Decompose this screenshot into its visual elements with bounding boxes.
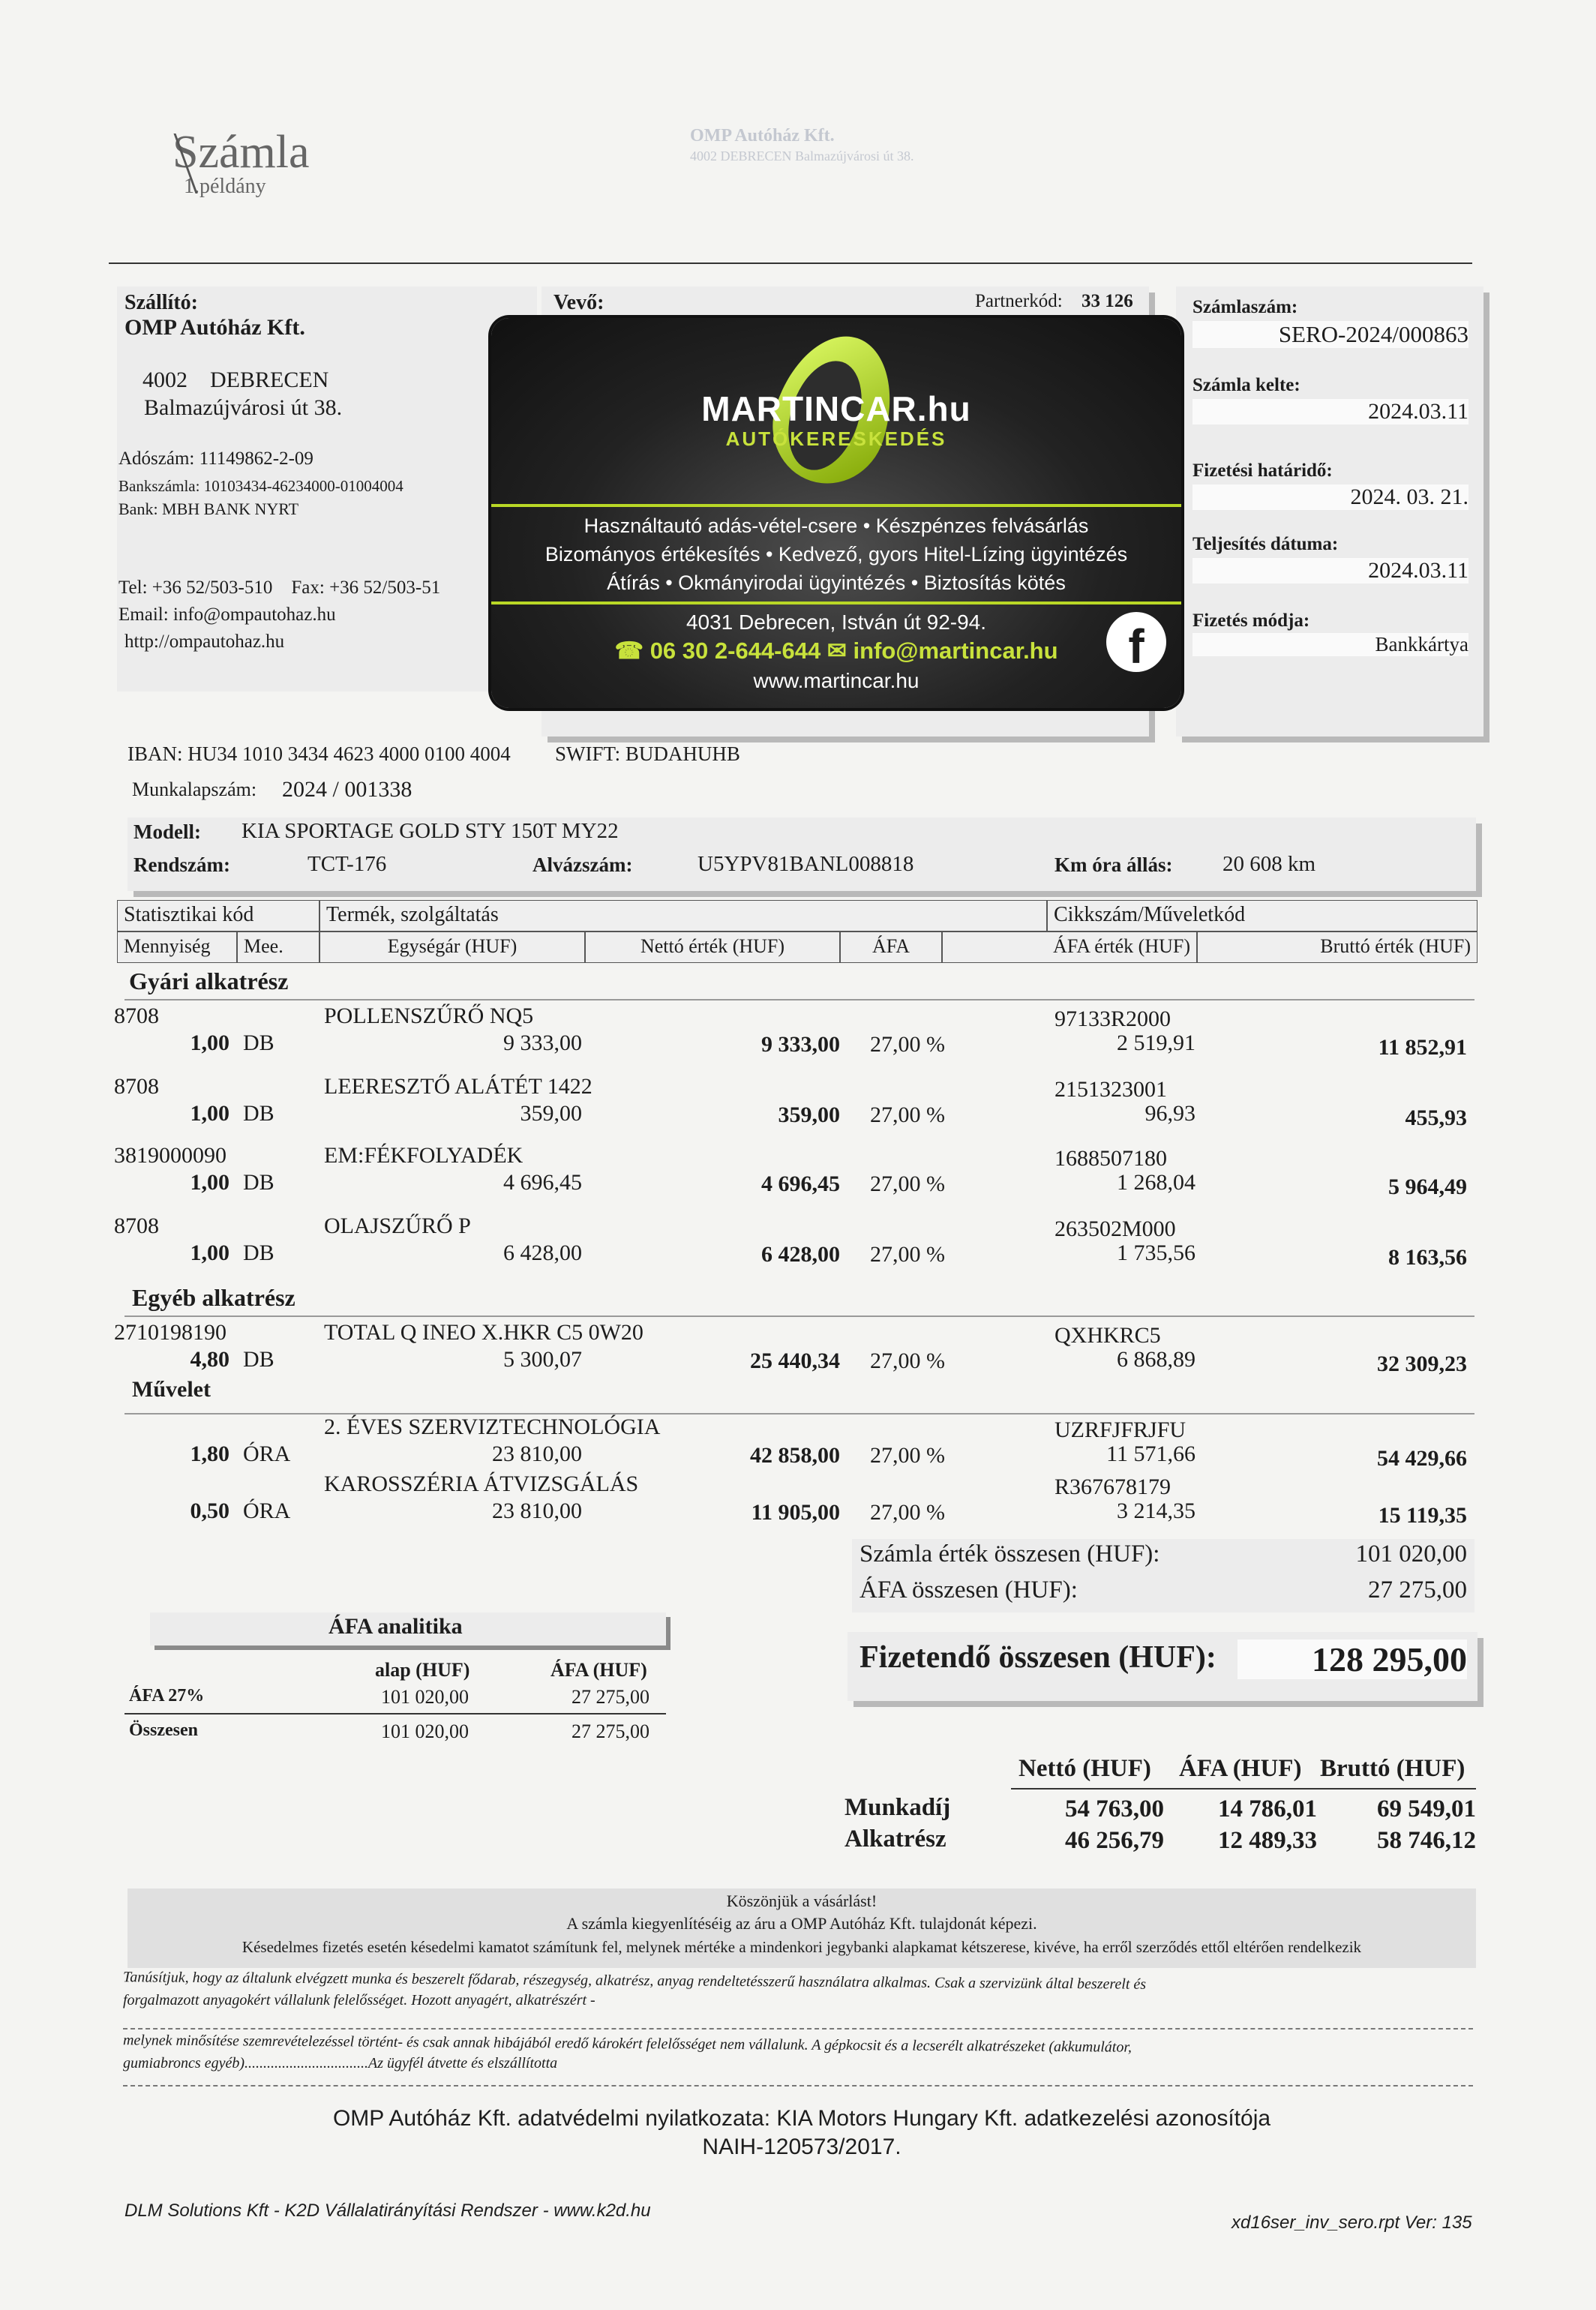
item-qty: 1,00 [190,1170,230,1195]
item-article: QXHKRC5 [1054,1323,1161,1348]
item-article: R367678179 [1054,1474,1172,1499]
item-vat-value: 96,93 [1144,1101,1196,1126]
due-date: 2024. 03. 21. [1192,484,1468,510]
card-services-1: Használtautó adás-vétel-csere • Készpénzes felvásárlás [584,514,1089,537]
section-factory-parts: Gyári alkatrész [129,968,289,994]
item-qty: 1,00 [190,1030,230,1055]
payment-method-label: Fizetés módja: [1192,610,1310,631]
item-article: UZRFJFRJFU [1054,1418,1186,1442]
th-stat: Statisztikai kód [117,900,320,932]
footer-ownership: A számla kiegyenlítéséig az áru a OMP Autóház Kft. tulajdonát képezi. [566,1914,1037,1933]
item-unit-price: 359,00 [520,1101,582,1126]
vat-total-label: ÁFA összesen (HUF): [860,1576,1078,1604]
footer-cert-3: melynek minősítése szemrevételezéssel történt- és csak annak hibájából eredő károkért felelősséget nem vállalunk. A gépkocsit és a lecserélt alkatrészeket (akkumulátor, [122,2032,1132,2056]
vat-sum-label: Összesen [129,1720,198,1740]
summary-col-net: Nettó (HUF) [1018,1755,1151,1782]
item-qty: 4,80 [190,1347,230,1372]
th-vat: ÁFA [840,932,942,963]
section-operation: Művelet [132,1377,211,1402]
item-vat-value: 1 735,56 [1117,1240,1196,1265]
vat-row-vat: 27 275,00 [572,1686,650,1708]
item-unit: DB [243,1240,274,1265]
card-services-3: Átírás • Okmányirodai ügyintézés • Biztosítás kötés [607,572,1066,594]
card-brand: MARTINCAR.hu [701,389,971,428]
iban: IBAN: HU34 1010 3434 4623 4000 0100 4004 [128,742,511,765]
th-vat-value: ÁFA érték (HUF) [942,932,1197,963]
item-net: 4 696,45 [761,1172,840,1196]
item-vat-rate: 27,00 % [870,1102,945,1127]
supplier-tax: Adószám: 11149862-2-09 [118,448,314,469]
vat-row-base: 101 020,00 [381,1686,469,1708]
card-email: info@martincar.hu [853,638,1058,664]
item-unit: DB [243,1101,274,1126]
th-gross: Bruttó érték (HUF) [1197,932,1478,963]
item-vat-rate: 27,00 % [870,1032,945,1057]
item-name: LEERESZTŐ ALÁTÉT 1422 [324,1074,592,1099]
card-web: www.martincar.hu [753,669,920,692]
item-code: 8708 [114,1214,159,1238]
item-unit-price: 9 333,00 [503,1030,582,1055]
item-qty: 1,00 [190,1101,230,1126]
invoice-meta-box [1176,286,1484,736]
footer-cert-4: gumiabroncs egyéb).................................Az ügyfél átvette és elszállította [123,2055,558,2072]
supplier-bank: Bank: MBH BANK NYRT [118,500,299,518]
worksheet-label: Munkalapszám: [132,778,257,800]
km: 20 608 km [1222,852,1316,876]
item-vat-value: 2 519,91 [1117,1030,1196,1055]
phone-icon: ☎ [614,638,644,664]
item-qty: 1,00 [190,1240,230,1265]
payable-label: Fizetendő összesen (HUF): [860,1640,1216,1675]
card-subtitle: AUTÓKERESKEDÉS [725,428,947,450]
item-article: 2151323001 [1054,1077,1167,1102]
performance-date: 2024.03.11 [1192,558,1468,584]
item-gross: 32 309,23 [1377,1352,1467,1376]
item-net: 42 858,00 [750,1443,840,1468]
footer-privacy-2: NAIH-120573/2017. [702,2134,902,2159]
item-vat-value: 6 868,89 [1117,1347,1196,1372]
supplier-label: Szállító: [124,291,198,314]
item-name: TOTAL Q INEO X.HKR C5 0W20 [324,1320,644,1345]
vat-total: 27 275,00 [1368,1576,1467,1604]
item-article: 1688507180 [1054,1146,1167,1171]
item-gross: 5 964,49 [1388,1174,1467,1199]
vat-sum-base: 101 020,00 [381,1720,469,1742]
header-rule [109,262,1472,264]
footer-cert-1: Tanúsítjuk, hogy az általunk elvégzett munka és beszerelt fődarab, részegység, alkatrész, anyag rendeltetésszerű használatra alkalmas. Csak a szervizünk által beszerelt és [122,1969,1147,1993]
summary-labor-gross: 69 549,01 [1377,1796,1476,1822]
vat-sum-vat: 27 275,00 [572,1720,650,1742]
item-gross: 11 852,91 [1378,1035,1467,1060]
item-name: OLAJSZŰRŐ P [324,1214,471,1238]
supplier-web: http://ompautohaz.hu [124,632,285,652]
vin-label: Alvázszám: [532,854,633,876]
section-other-parts: Egyéb alkatrész [132,1284,296,1311]
item-unit-price: 23 810,00 [492,1442,582,1466]
item-gross: 54 429,66 [1377,1446,1467,1471]
facebook-icon: f [1106,612,1166,672]
item-vat-rate: 27,00 % [870,1443,945,1468]
model: KIA SPORTAGE GOLD STY 150T MY22 [242,819,619,843]
th-product: Termék, szolgáltatás [320,900,1047,932]
card-phone: 06 30 2-644-644 [650,638,821,664]
item-name: EM:FÉKFOLYADÉK [324,1143,524,1168]
plate-label: Rendszám: [134,854,230,876]
item-article: 263502M000 [1054,1216,1176,1241]
item-vat-value: 1 268,04 [1117,1170,1196,1195]
th-net: Nettó érték (HUF) [585,932,840,963]
summary-labor-vat: 14 786,01 [1218,1796,1317,1822]
invoice-number-label: Számlaszám: [1192,297,1298,317]
supplier-phone: Tel: +36 52/503-510 Fax: +36 52/503-51 [118,578,441,598]
item-qty: 0,50 [190,1498,230,1523]
item-net: 25 440,34 [750,1348,840,1373]
item-vat-rate: 27,00 % [870,1242,945,1267]
item-code: 3819000090 [114,1143,226,1168]
item-code: 8708 [114,1004,159,1028]
item-vat-rate: 27,00 % [870,1500,945,1525]
copy-label: 1.példány [184,175,266,198]
th-unit-price: Egységár (HUF) [320,932,585,963]
vat-col-base: alap (HUF) [375,1659,470,1681]
footer-privacy-1: OMP Autóház Kft. adatvédelmi nyilatkozata: KIA Motors Hungary Kft. adatkezelési azonosítója [332,2106,1271,2131]
summary-parts-vat: 12 489,33 [1218,1827,1317,1854]
summary-labor-net: 54 763,00 [1065,1796,1164,1822]
footer-late-payment: Késedelmes fizetés esetén késedelmi kamatot számítunk fel, melynek mértéke a mindenkori jegybanki alapkamat kétszerese, kivéve, ha erről szerződés ettől eltérően rendelkezik [242,1938,1362,1956]
item-gross: 15 119,35 [1378,1503,1467,1528]
summary-parts-net: 46 256,79 [1065,1827,1164,1854]
invoice-date: 2024.03.11 [1192,399,1468,424]
footer-software: DLM Solutions Kft - K2D Vállalatirányítási Rendszer - www.k2d.hu [124,2200,651,2221]
document-title: Számla [172,127,310,178]
summary-labor-label: Munkadíj [844,1794,951,1821]
item-article: 97133R2000 [1054,1006,1172,1031]
item-unit: DB [243,1030,274,1055]
buyer-label: Vevő: [554,291,604,314]
card-services-2: Bizományos értékesítés • Kedvező, gyors Hitel-Lízing ügyintézés [544,543,1128,566]
swift: SWIFT: BUDAHUHB [555,742,740,765]
due-date-label: Fizetési határidő: [1192,460,1333,481]
plate: TCT-176 [308,852,387,876]
supplier-city: 4002 DEBRECEN [142,368,329,392]
item-qty: 1,80 [190,1442,230,1466]
item-name: 2. ÉVES SZERVIZTECHNOLÓGIA [324,1414,661,1439]
item-name: POLLENSZŰRŐ NQ5 [324,1004,534,1028]
item-vat-rate: 27,00 % [870,1348,945,1373]
invoice-total: 101 020,00 [1355,1540,1467,1568]
th-qty: Mennyiség [117,932,237,963]
model-label: Modell: [134,820,201,843]
card-address: 4031 Debrecen, István út 92-94. [686,610,987,634]
supplier-bankacct: Bankszámla: 10103434-46234000-01004004 [118,477,404,495]
item-unit-price: 4 696,45 [503,1170,582,1195]
summary-col-gross: Bruttó (HUF) [1320,1755,1466,1782]
supplier-name: OMP Autóház Kft. [124,315,305,340]
payment-method: Bankkártya [1192,633,1468,656]
item-vat-value: 11 571,66 [1106,1442,1196,1466]
footer-report-version: xd16ser_inv_sero.rpt Ver: 135 [1232,2212,1472,2233]
item-net: 9 333,00 [761,1032,840,1057]
watermark-address: 4002 DEBRECEN Balmazújvárosi út 38. [690,148,914,164]
item-vat-value: 3 214,35 [1117,1498,1196,1523]
vat-col-vat: ÁFA (HUF) [550,1659,647,1681]
performance-date-label: Teljesítés dátuma: [1192,534,1339,554]
item-net: 6 428,00 [761,1242,840,1267]
item-unit: DB [243,1170,274,1195]
item-net: 359,00 [778,1102,840,1127]
partner-code: 33 126 [1082,291,1133,311]
invoice-date-label: Számla kelte: [1192,375,1300,395]
item-gross: 8 163,56 [1388,1245,1467,1270]
martincar-business-card [491,318,1181,708]
watermark-company: OMP Autóház Kft. [690,126,835,146]
vat-analysis-title: ÁFA analitika [328,1614,463,1639]
mail-icon: ✉ [826,638,847,664]
summary-col-vat: ÁFA (HUF) [1179,1755,1302,1782]
summary-parts-label: Alkatrész [844,1826,946,1852]
item-unit-price: 5 300,07 [503,1347,582,1372]
footer-thanks: Köszönjük a vásárlást! [726,1892,878,1910]
invoice-total-label: Számla érték összesen (HUF): [860,1540,1160,1568]
invoice-number: SERO-2024/000863 [1192,321,1468,348]
footer-cert-2: forgalmazott anyagokért vállalunk felelősséget. Hozott anyagért, alkatrészért - [123,1992,596,2008]
item-gross: 455,93 [1405,1106,1467,1130]
supplier-street: Balmazújvárosi út 38. [144,395,343,420]
card-contact [491,638,1181,664]
supplier-email: Email: info@ompautohaz.hu [118,604,336,625]
partner-code-label: Partnerkód: [975,291,1063,311]
item-vat-rate: 27,00 % [870,1172,945,1196]
th-unit: Mee. [237,932,320,963]
worksheet-number: 2024 / 001338 [282,777,412,802]
item-net: 11 905,00 [751,1500,840,1525]
item-unit-price: 6 428,00 [503,1240,582,1265]
item-code: 2710198190 [114,1320,226,1345]
item-code: 8708 [114,1074,159,1099]
item-unit-price: 23 810,00 [492,1498,582,1523]
item-unit: DB [243,1347,274,1372]
payable-amount: 128 295,00 [1238,1640,1467,1679]
item-unit: ÓRA [243,1498,291,1523]
vat-row-label: ÁFA 27% [129,1686,205,1706]
item-name: KAROSSZÉRIA ÁTVIZSGÁLÁS [324,1472,639,1496]
summary-parts-gross: 58 746,12 [1377,1827,1476,1854]
vin: U5YPV81BANL008818 [698,852,914,876]
item-unit: ÓRA [243,1442,291,1466]
th-article: Cikkszám/Műveletkód [1047,900,1478,932]
km-label: Km óra állás: [1054,854,1173,876]
